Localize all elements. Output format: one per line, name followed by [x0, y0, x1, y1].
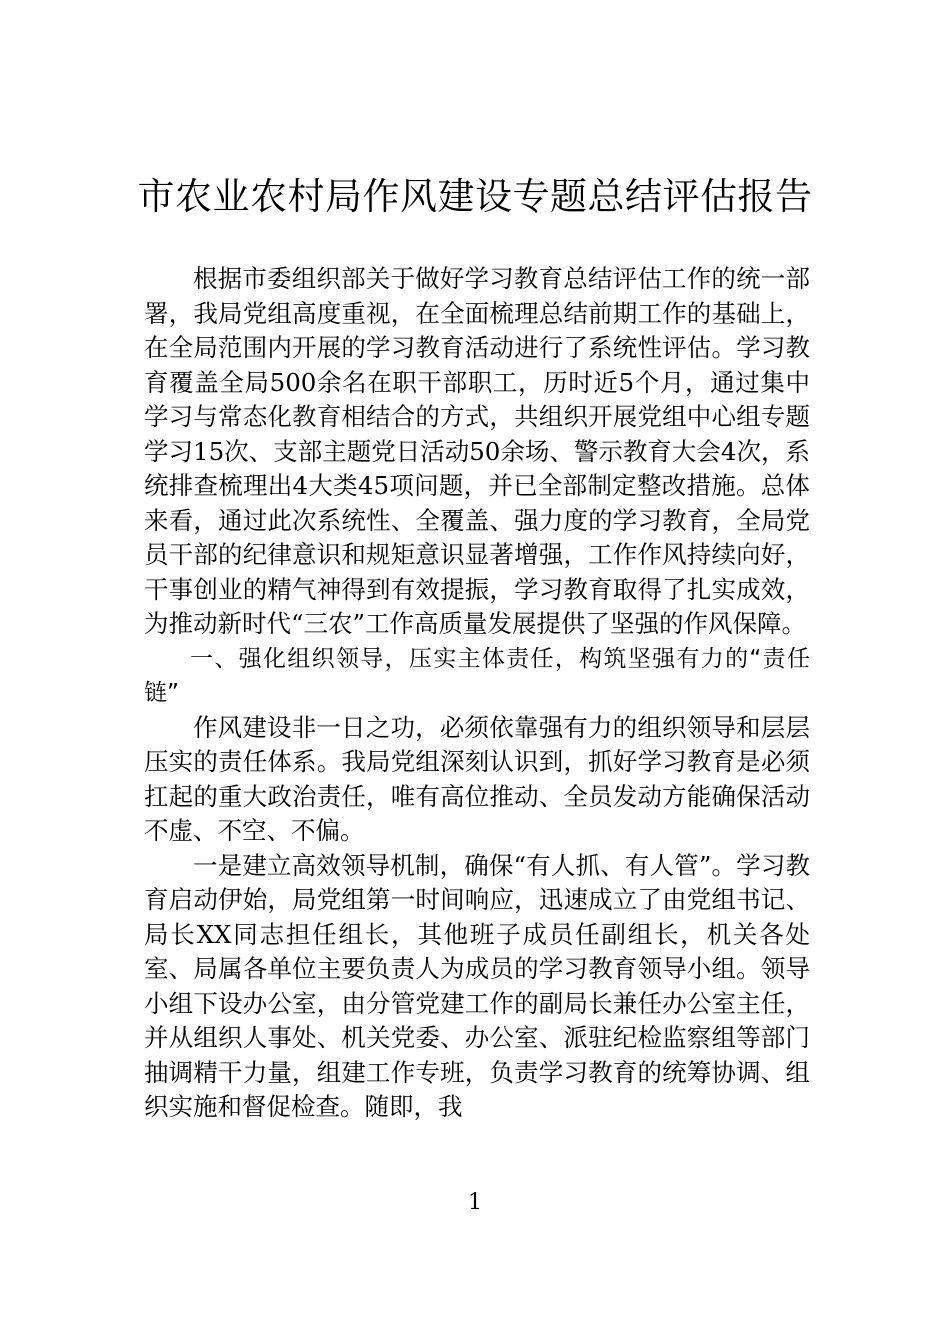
paragraph-point-1: 一是建立高效领导机制，确保“有人抓、有人管”。学习教育启动伊始，局党组第一时间响应，迅速成立了由党组书记、局长XX同志担任组长，其他班子成员任副组长，机关各处室、局属各单位主要负责人为成员的学习教育领导小组。领导小组下设办公室，由分管党建工作的副局长兼任办公室主任，并从组织人事处、机关党委、办公室、派驻纪检监察组等部门抽调精干力量，组建工作专班，负责学习教育的统筹协调、组织实施和督促检查。随即，我 — [144, 850, 810, 1121]
document-title: 市农业农村局作风建设专题总结评估报告 — [137, 175, 813, 218]
document-body — [144, 262, 810, 1125]
section-heading-1: 一、强化组织领导，压实主体责任，构筑坚强有力的“责任链” — [144, 645, 810, 706]
paragraph-section-1-intro: 作风建设非一日之功，必须依靠强有力的组织领导和层层压实的责任体系。我局党组深刻认识到，抓好学习教育是必须扛起的重大政治责任，唯有高位推动、全员发动方能确保活动不虚、不空、不偏。 — [144, 712, 810, 845]
page-number: 1 — [468, 1190, 482, 1215]
paragraph-intro: 根据市委组织部关于做好学习教育总结评估工作的统一部署，我局党组高度重视，在全面梳理总结前期工作的基础上，在全局范围内开展的学习教育活动进行了系统性评估。学习教育覆盖全局500余名在职干部职工，历时近5个月，通过集中学习与常态化教育相结合的方式，共组织开展党组中心组专题学习15次、支部主题党日活动50余场、警示教育大会4次，系统排查梳理出4大类45项问题，并已全部制定整改措施。总体来看，通过此次系统性、全覆盖、强力度的学习教育，全局党员干部的纪律意识和规矩意识显著增强，工作作风持续向好，干事创业的精气神得到有效提振，学习教育取得了扎实成效，为推动新时代“三农”工作高质量发展提供了坚强的作风保障。 — [144, 264, 810, 638]
